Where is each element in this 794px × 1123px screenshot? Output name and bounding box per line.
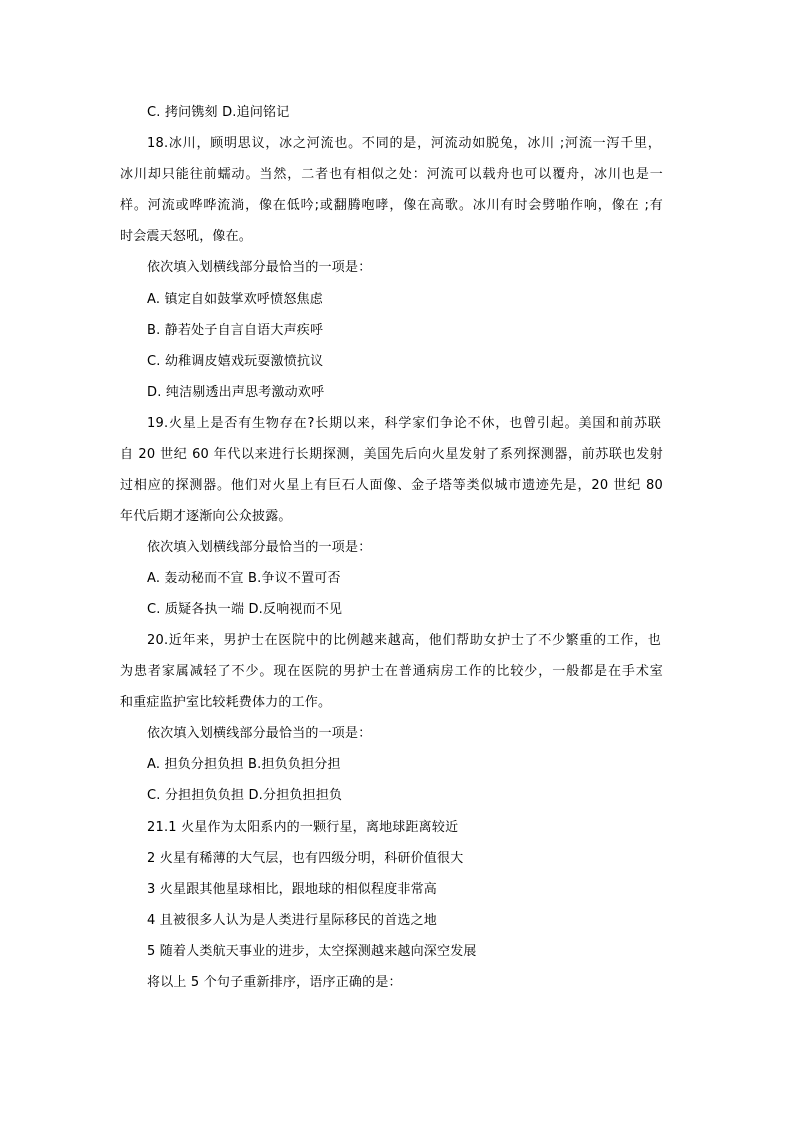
question-21-sentence: 2 火星有稀薄的大气层，也有四级分明，科研价值很大 — [147, 851, 464, 866]
question-18-paragraph-line: 样。河流或哗哗流淌，像在低吟;或翻腾咆哮，像在高歌。冰川有时会劈啪作响，像在 ;有 — [120, 198, 663, 213]
option-d: D. 纯洁剔透出声思考激动欢呼 — [147, 385, 325, 400]
question-21-sentence: 21.1 火星作为太阳系内的一颗行星，离地球距离较近 — [147, 820, 459, 835]
question-19-paragraph-line: 19.火星上是否有生物存在?长期以来，科学家们争论不休，也曾引起。美国和前苏联 — [147, 416, 661, 431]
question-19-paragraph-line: 自 20 世纪 60 年代以来进行长期探测，美国先后向火星发射了系列探测器，前苏联也发射 — [120, 447, 663, 462]
question-20-paragraph-line: 20.近年来，男护士在医院中的比例越来越高，他们帮助女护士了不少繁重的工作，也 — [147, 633, 661, 648]
question-21-sentence: 5 随着人类航天事业的进步，太空探测越来越向深空发展 — [147, 944, 477, 959]
question-18-paragraph-line: 时会震天怒吼，像在。 — [120, 229, 253, 244]
question-19-paragraph-line: 年代后期才逐渐向公众披露。 — [120, 509, 292, 524]
option-ab: A. 担负分担负担 B.担负负担分担 — [147, 757, 341, 772]
question-prompt: 将以上 5 个句子重新排序，语序正确的是： — [147, 975, 402, 990]
question-prompt: 依次填入划横线部分最恰当的一项是： — [147, 260, 372, 275]
question-21-sentence: 4 且被很多人认为是人类进行星际移民的首选之地 — [147, 913, 438, 928]
option-line: C. 拷问镌刻 D.追问铭记 — [147, 105, 290, 120]
option-ab: A. 轰动秘而不宣 B.争议不置可否 — [147, 571, 341, 586]
question-21-sentence: 3 火星跟其他星球相比，跟地球的相似程度非常高 — [147, 882, 438, 897]
question-prompt: 依次填入划横线部分最恰当的一项是： — [147, 540, 372, 555]
option-c: C. 幼稚调皮嬉戏玩耍激愤抗议 — [147, 354, 324, 369]
question-18-paragraph-line: 18.冰川，顾明思议，冰之河流也。不同的是，河流动如脱兔，冰川 ;河流一泻千里， — [147, 136, 661, 151]
question-19-paragraph-line: 过相应的探测器。他们对火星上有巨石人面像、金子塔等类似城市遗迹先是，20 世纪 80 — [120, 478, 663, 493]
question-20-paragraph-line: 和重症监护室比较耗费体力的工作。 — [120, 695, 332, 710]
option-a: A. 镇定自如鼓掌欢呼愤怒焦虑 — [147, 292, 323, 307]
question-prompt: 依次填入划横线部分最恰当的一项是： — [147, 726, 372, 741]
question-20-paragraph-line: 为患者家属减轻了不少。现在医院的男护士在普通病房工作的比较少，一般都是在手术室 — [120, 664, 663, 679]
option-cd: C. 质疑各执一端 D.反响视而不见 — [147, 602, 343, 617]
option-b: B. 静若处子自言自语大声疾呼 — [147, 323, 324, 338]
option-cd: C. 分担担负负担 D.分担负担担负 — [147, 788, 343, 803]
question-18-paragraph-line: 冰川却只能往前蠕动。当然，二者也有相似之处：河流可以载舟也可以覆舟，冰川也是一 — [120, 167, 663, 182]
